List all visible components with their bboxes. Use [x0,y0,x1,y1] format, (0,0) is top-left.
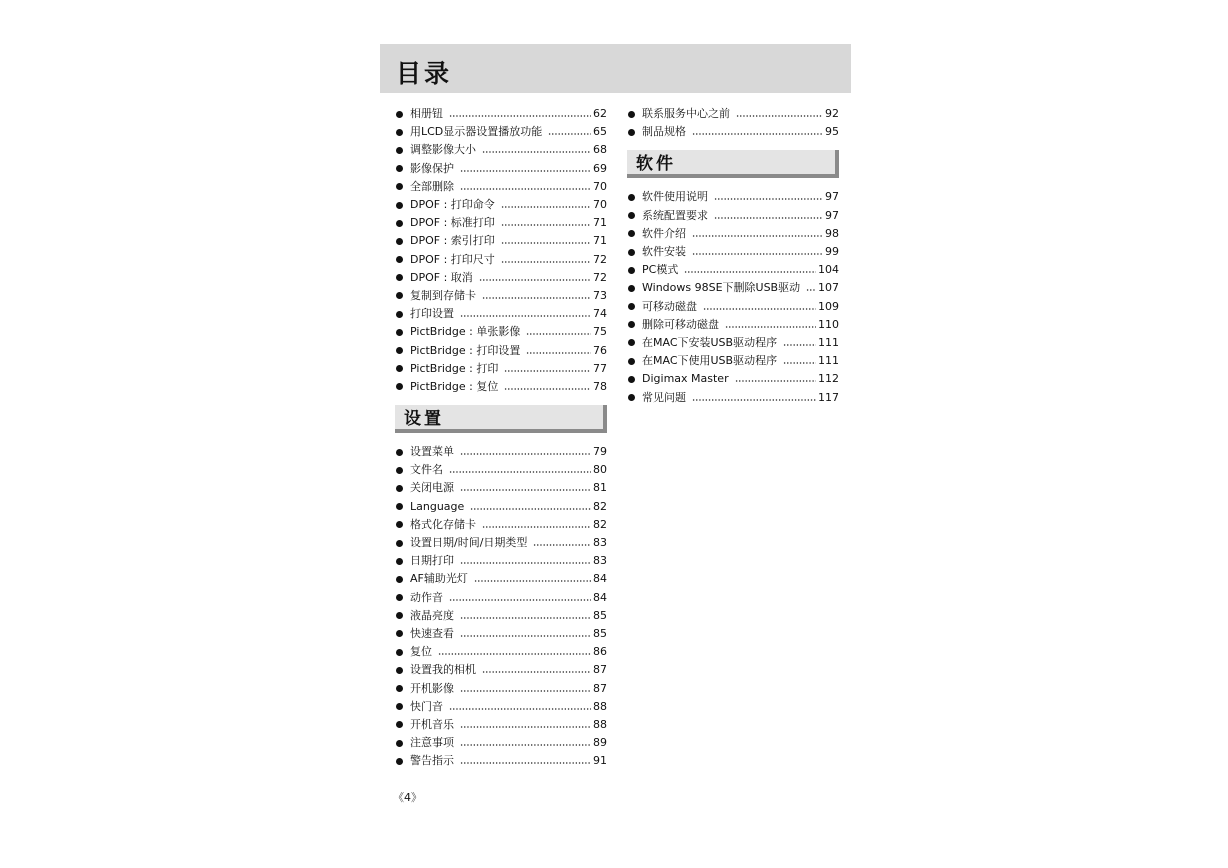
toc-entry[interactable] [627,388,839,406]
toc-entry[interactable] [395,516,607,534]
toc-entry-label: 格式化存储卡 [410,517,476,531]
toc-entry-page: 83 [593,554,607,568]
toc-entry-label: 设置我的相机 [410,663,476,677]
toc-entry[interactable] [395,498,607,516]
dot-leader [470,508,591,510]
dot-leader [736,115,823,117]
dot-leader [501,206,591,208]
bullet-icon [396,274,403,281]
toc-entry-page: 110 [818,317,839,331]
dot-leader [684,271,816,273]
toc-entry[interactable] [395,589,607,607]
title-band [380,44,851,93]
toc-entry-page: 82 [593,499,607,513]
toc-entry-label: 影像保护 [410,161,454,175]
bullet-icon [396,485,403,492]
toc-entry-page: 87 [593,681,607,695]
toc-entry-page: 71 [593,234,607,248]
page-number-footer: 《4》 [393,791,422,804]
dot-leader [692,133,823,135]
toc-entry-label: 动作音 [410,590,443,604]
dot-leader [703,308,816,310]
bullet-icon [396,383,403,390]
toc-entry-page: 109 [818,299,839,313]
toc-entry-label: Digimax Master [642,372,729,386]
toc-entry-label: DPOF : 打印尺寸 [410,252,495,266]
toc-entry-page: 82 [593,517,607,531]
toc-list-playback [395,105,607,396]
dot-leader [460,170,591,172]
toc-entry-label: 日期打印 [410,554,454,568]
toc-entry-page: 97 [825,208,839,222]
dot-leader [449,599,591,601]
toc-entry-label: DPOF : 打印命令 [410,198,495,212]
toc-entry-label: PictBridge : 打印设置 [410,343,521,357]
toc-entry-label: 联系服务中心之前 [642,107,730,121]
toc-entry-label: DPOF : 标准打印 [410,216,495,230]
toc-entry[interactable] [395,679,607,697]
bullet-icon [396,558,403,565]
dot-leader [501,224,591,226]
toc-entry-page: 111 [818,354,839,368]
toc-entry-label: 警告指示 [410,754,454,768]
dot-leader [526,352,591,354]
toc-entry-page: 75 [593,325,607,339]
toc-entry-label: AF辅助光灯 [410,572,468,586]
toc-entry[interactable] [395,752,607,770]
bullet-icon [396,685,403,692]
dot-leader [460,562,591,564]
toc-entry-label: 相册钮 [410,107,443,121]
dot-leader [460,453,591,455]
section-title: 设置 [404,409,444,429]
bullet-icon [396,147,403,154]
toc-right-column [627,105,839,407]
bullet-icon [396,111,403,118]
toc-entry-page: 76 [593,343,607,357]
toc-entry-label: 复制到存储卡 [410,288,476,302]
bullet-icon [396,576,403,583]
toc-entry-label: DPOF : 取消 [410,270,473,284]
toc-entry[interactable] [395,625,607,643]
dot-leader [449,471,591,473]
toc-entry-page: 71 [593,216,607,230]
toc-entry-label: 系统配置要求 [642,208,708,222]
toc-entry-label: 调整影像大小 [410,143,476,157]
toc-entry[interactable] [395,461,607,479]
bullet-icon [396,292,403,299]
bullet-icon [628,212,635,219]
bullet-icon [628,230,635,237]
toc-entry[interactable] [627,261,839,279]
toc-entry[interactable] [395,305,607,323]
toc-entry-label: 软件使用说明 [642,190,708,204]
toc-entry[interactable] [395,378,607,396]
dot-leader [460,762,591,764]
toc-entry[interactable] [395,269,607,287]
toc-entry[interactable] [627,370,839,388]
toc-entry-label: 全部删除 [410,179,454,193]
bullet-icon [628,358,635,365]
dot-leader [714,198,823,200]
bullet-icon [396,540,403,547]
toc-entry[interactable] [395,552,607,570]
toc-entry-label: 软件介绍 [642,226,686,240]
toc-entry[interactable] [395,360,607,378]
toc-entry[interactable] [627,243,839,261]
toc-entry[interactable] [395,287,607,305]
toc-entry[interactable] [627,279,839,297]
toc-entry-page: 73 [593,288,607,302]
toc-entry[interactable] [627,225,839,243]
bullet-icon [396,667,403,674]
bullet-icon [628,321,635,328]
toc-entry-page: 74 [593,307,607,321]
bullet-icon [628,249,635,256]
toc-entry-label: 可移动磁盘 [642,299,697,313]
toc-entry-page: 111 [818,335,839,349]
toc-entry-page: 92 [825,107,839,121]
toc-list-misc [627,105,839,141]
bullet-icon [396,347,403,354]
bullet-icon [396,238,403,245]
toc-entry-label: PictBridge : 单张影像 [410,325,521,339]
bullet-icon [628,339,635,346]
dot-leader [449,708,591,710]
bullet-icon [628,111,635,118]
dot-leader [692,235,823,237]
bullet-icon [396,594,403,601]
bullet-icon [396,365,403,372]
toc-left-column [395,105,607,770]
toc-entry-label: PictBridge : 复位 [410,379,499,393]
bullet-icon [628,285,635,292]
toc-entry-page: 65 [593,125,607,139]
dot-leader [482,526,591,528]
toc-entry-label: 快速查看 [410,626,454,640]
toc-entry-label: 复位 [410,645,432,659]
bullet-icon [396,758,403,765]
toc-entry-label: 设置菜单 [410,445,454,459]
toc-entry-label: Windows 98SE下删除USB驱动 [642,281,801,295]
toc-entry-label: 删除可移动磁盘 [642,317,719,331]
toc-list-software [627,188,839,406]
dot-leader [460,188,591,190]
toc-entry-label: PictBridge : 打印 [410,361,499,375]
dot-leader [482,151,591,153]
toc-entry[interactable] [627,105,839,123]
toc-entry[interactable] [395,214,607,232]
toc-list-settings [395,443,607,770]
bullet-icon [628,194,635,201]
toc-entry-page: 98 [825,226,839,240]
bullet-icon [396,329,403,336]
toc-entry-page: 86 [593,645,607,659]
dot-leader [474,580,591,582]
bullet-icon [396,467,403,474]
toc-entry-label: 软件安装 [642,245,686,259]
toc-entry[interactable] [395,323,607,341]
section-heading-settings [395,405,607,433]
toc-entry-page: 95 [825,125,839,139]
bullet-icon [396,129,403,136]
toc-entry[interactable] [395,443,607,461]
bullet-icon [628,267,635,274]
bullet-icon [628,394,635,401]
dot-leader [460,726,591,728]
dot-leader [482,297,591,299]
toc-entry[interactable] [627,188,839,206]
toc-entry-page: 72 [593,270,607,284]
toc-entry-page: 104 [818,263,839,277]
toc-entry[interactable] [395,341,607,359]
bullet-icon [396,183,403,190]
toc-entry-page: 117 [818,390,839,404]
bullet-icon [396,721,403,728]
toc-entry-label: 文件名 [410,463,443,477]
bullet-icon [396,612,403,619]
dot-leader [460,690,591,692]
toc-entry-page: 68 [593,143,607,157]
toc-entry-label: 制品规格 [642,125,686,139]
toc-entry-label: 开机影像 [410,681,454,695]
toc-entry-page: 84 [593,572,607,586]
toc-entry-page: 89 [593,736,607,750]
toc-entry-label: 设置日期/时间/日期类型 [410,536,528,550]
dot-leader [735,380,816,382]
dot-leader [526,333,591,335]
bullet-icon [628,376,635,383]
dot-leader [479,279,591,281]
toc-entry-page: 85 [593,608,607,622]
toc-entry-label: 用LCD显示器设置播放功能 [410,125,543,139]
toc-entry-label: 快门音 [410,699,443,713]
bullet-icon [628,129,635,136]
toc-entry[interactable] [395,534,607,552]
bullet-icon [396,202,403,209]
toc-entry-label: DPOF : 索引打印 [410,234,495,248]
toc-entry-label: 在MAC下安装USB驱动程序 [642,335,778,349]
toc-entry[interactable] [395,160,607,178]
toc-entry[interactable] [395,716,607,734]
section-title: 软件 [636,154,676,175]
toc-entry-page: 70 [593,179,607,193]
toc-entry[interactable] [627,352,839,370]
toc-entry-page: 97 [825,190,839,204]
toc-entry-page: 70 [593,198,607,212]
toc-entry[interactable] [395,698,607,716]
toc-entry-page: 80 [593,463,607,477]
dot-leader [533,544,591,546]
bullet-icon [396,256,403,263]
dot-leader [548,133,591,135]
toc-entry[interactable] [395,178,607,196]
toc-entry[interactable] [627,207,839,225]
toc-entry-label: Language [410,499,465,513]
dot-leader [504,370,591,372]
bullet-icon [396,311,403,318]
toc-entry-label: 在MAC下使用USB驱动程序 [642,354,778,368]
toc-entry[interactable] [627,123,839,141]
toc-entry-page: 78 [593,379,607,393]
toc-entry-label: 关闭电源 [410,481,454,495]
dot-leader [438,653,591,655]
bullet-icon [396,630,403,637]
toc-entry[interactable] [627,316,839,334]
dot-leader [460,617,591,619]
toc-entry[interactable] [395,141,607,159]
toc-entry[interactable] [627,334,839,352]
toc-entry-page: 112 [818,372,839,386]
toc-entry-page: 88 [593,717,607,731]
toc-entry[interactable] [395,251,607,269]
toc-entry-label: 常见问题 [642,390,686,404]
toc-entry-page: 69 [593,161,607,175]
dot-leader [783,344,816,346]
dot-leader [460,315,591,317]
toc-entry-page: 85 [593,626,607,640]
toc-entry-page: 87 [593,663,607,677]
toc-entry-page: 81 [593,481,607,495]
dot-leader [692,253,823,255]
toc-entry[interactable] [395,734,607,752]
toc-entry-label: PC模式 [642,263,679,277]
page-title: 目录 [396,59,453,88]
toc-entry[interactable] [395,479,607,497]
dot-leader [783,362,816,364]
dot-leader [692,399,816,401]
toc-entry-page: 79 [593,445,607,459]
toc-entry-label: 打印设置 [410,307,454,321]
toc-entry-page: 91 [593,754,607,768]
dot-leader [501,242,591,244]
toc-entry-page: 88 [593,699,607,713]
dot-leader [449,115,591,117]
toc-entry-label: 开机音乐 [410,717,454,731]
toc-entry-page: 72 [593,252,607,266]
toc-entry-label: 液晶亮度 [410,608,454,622]
toc-entry-page: 83 [593,536,607,550]
bullet-icon [396,165,403,172]
section-heading-software [627,150,839,178]
toc-entry[interactable] [395,643,607,661]
toc-entry[interactable] [395,123,607,141]
bullet-icon [396,220,403,227]
dot-leader [725,326,816,328]
toc-entry-page: 107 [818,281,839,295]
bullet-icon [396,521,403,528]
toc-entry-label: 注意事项 [410,736,454,750]
toc-entry[interactable] [395,196,607,214]
toc-entry-page: 84 [593,590,607,604]
bullet-icon [396,503,403,510]
bullet-icon [396,740,403,747]
bullet-icon [396,649,403,656]
toc-entry[interactable] [395,570,607,588]
dot-leader [482,671,591,673]
bullet-icon [396,449,403,456]
dot-leader [501,261,591,263]
toc-entry-page: 77 [593,361,607,375]
toc-entry[interactable] [395,232,607,250]
toc-entry[interactable] [395,661,607,679]
dot-leader [460,489,591,491]
toc-entry[interactable] [395,105,607,123]
dot-leader [504,388,591,390]
toc-entry[interactable] [395,607,607,625]
bullet-icon [628,303,635,310]
dot-leader [714,217,823,219]
bullet-icon [396,703,403,710]
dot-leader [806,289,816,291]
toc-entry-page: 99 [825,245,839,259]
dot-leader [460,635,591,637]
dot-leader [460,744,591,746]
toc-entry[interactable] [627,298,839,316]
toc-entry-page: 62 [593,107,607,121]
